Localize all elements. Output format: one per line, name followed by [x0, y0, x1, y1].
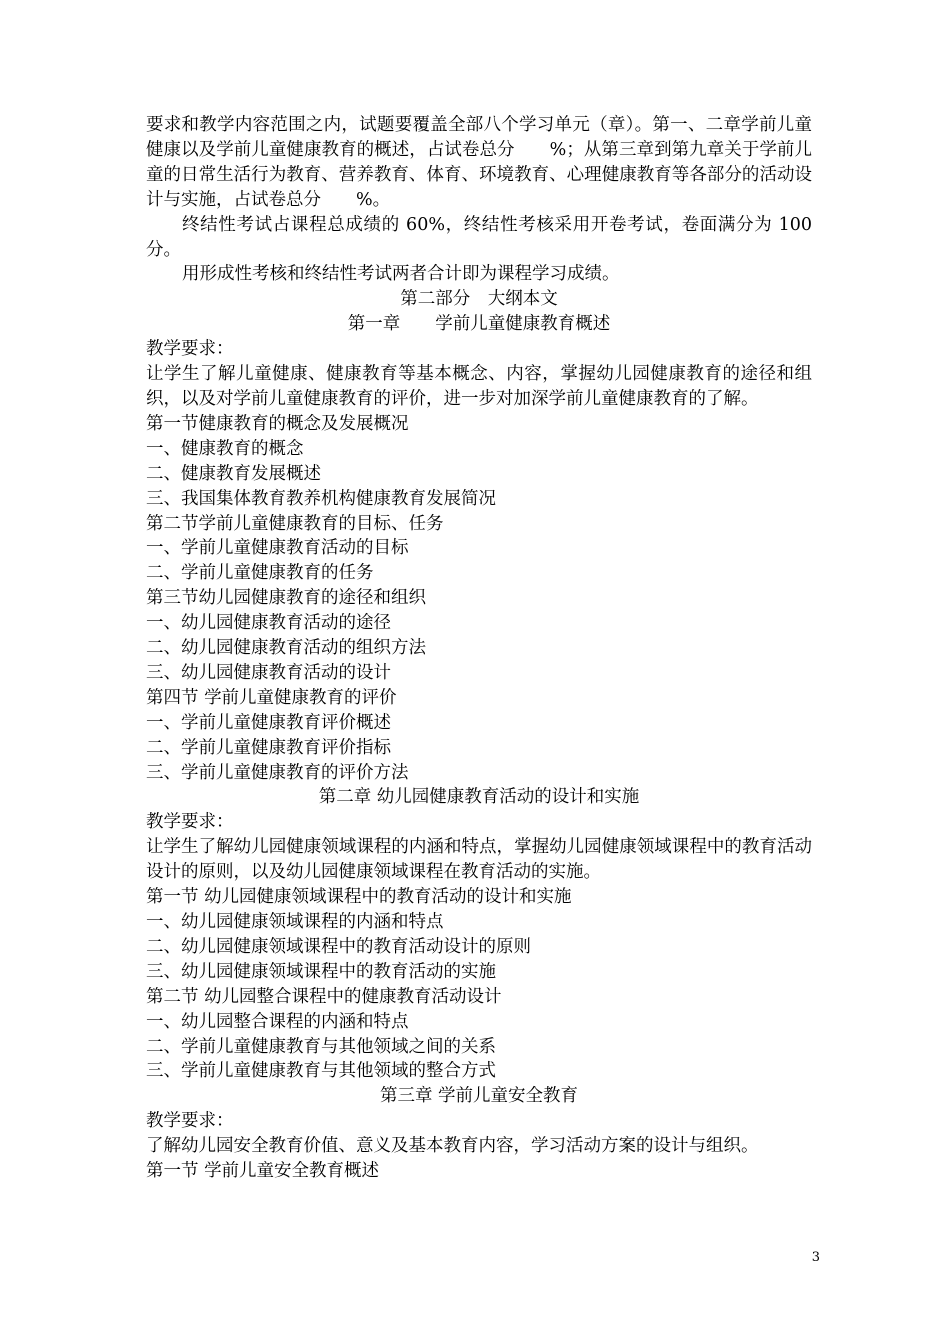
chapter-3-requirement-text: 了解幼儿园安全教育价值、意义及基本教育内容，学习活动方案的设计与组织。: [146, 1136, 759, 1157]
outline-line: 一、幼儿园健康领域课程的内涵和特点: [146, 912, 444, 932]
outline-line: 二、健康教育发展概述: [146, 463, 321, 484]
outline-line: 第一节 幼儿园健康领域课程中的教育活动的设计和实施: [146, 887, 572, 908]
outline-line: 一、学前儿童健康教育评价概述: [146, 712, 391, 733]
outline-line: 三、学前儿童健康教育的评价方法: [146, 762, 409, 783]
chapter-2-requirement-label: 教学要求：: [146, 812, 234, 833]
intro-paragraph-1: 要求和教学内容范围之内，试题要覆盖全部八个学习单元（章）。第一、二章学前儿童健康以及学前儿童健康教育的概述，占试卷总分 %；从第三章到第九章关于学前儿童的日常生活行为教育、营养教育、体育、环境教育、心理健康教育等各部分的活动设计与实施，占试卷总分 %。: [146, 115, 812, 210]
outline-line: 二、学前儿童健康教育与其他领域之间的关系: [146, 1036, 496, 1057]
outline-line: 第三节幼儿园健康教育的途径和组织: [146, 588, 426, 609]
outline-line: 第二节 幼儿园整合课程中的健康教育活动设计: [146, 986, 502, 1007]
outline-line: 一、学前儿童健康教育活动的目标: [146, 538, 409, 559]
outline-line: 第一节 学前儿童安全教育概述: [146, 1161, 380, 1182]
chapter-2-title: 第二章 幼儿园健康教育活动的设计和实施: [318, 787, 640, 808]
outline-line: 一、幼儿园健康教育活动的途径: [146, 613, 391, 634]
chapter-1-requirement-text: 让学生了解儿童健康、健康教育等基本概念、内容，掌握幼儿园健康教育的途径和组织，以及对学前儿童健康教育的评价，进一步对加深学前儿童健康教育的了解。: [146, 364, 812, 409]
outline-line: 第一节健康教育的概念及发展概况: [146, 413, 409, 434]
chapter-2-requirement-text: 让学生了解幼儿园健康领域课程的内涵和特点，掌握幼儿园健康领域课程中的教育活动设计的原则，以及幼儿园健康领域课程在教育活动的实施。: [146, 837, 812, 883]
intro-paragraph-3: 用形成性考核和终结性考试两者合计即为课程学习成绩。: [182, 264, 620, 285]
outline-line: 二、学前儿童健康教育的任务: [146, 563, 374, 584]
outline-line: 三、我国集体教育教养机构健康教育发展简况: [146, 488, 496, 509]
intro-paragraph-2: 终结性考试占课程总成绩的 60%，终结性考核采用开卷考试，卷面满分为 100 分。: [146, 214, 812, 260]
chapter-3-title: 第三章 学前儿童安全教育: [379, 1086, 579, 1107]
chapter-3-requirement-label: 教学要求：: [146, 1111, 234, 1132]
outline-line: 二、学前儿童健康教育评价指标: [146, 737, 391, 758]
outline-line: 第二节学前儿童健康教育的目标、任务: [146, 513, 444, 534]
outline-line: 第四节 学前儿童健康教育的评价: [146, 687, 397, 708]
outline-line: 一、健康教育的概念: [146, 438, 304, 459]
outline-line: 三、幼儿园健康领域课程中的教育活动的实施: [146, 961, 496, 982]
page-number: 3: [811, 1250, 820, 1265]
chapter-1-requirement-label: 教学要求：: [146, 339, 234, 360]
page-content: [146, 113, 812, 1184]
chapter-1-title: 第一章 学前儿童健康教育概述: [347, 314, 611, 335]
part-title: 第二部分 大纲本文: [400, 289, 558, 310]
outline-line: 三、学前儿童健康教育与其他领域的整合方式: [146, 1061, 496, 1082]
outline-line: 二、幼儿园健康领域课程中的教育活动设计的原则: [146, 936, 531, 957]
outline-line: 二、幼儿园健康教育活动的组织方法: [146, 638, 426, 659]
outline-line: 一、幼儿园整合课程的内涵和特点: [146, 1011, 409, 1032]
outline-line: 三、幼儿园健康教育活动的设计: [146, 662, 391, 683]
